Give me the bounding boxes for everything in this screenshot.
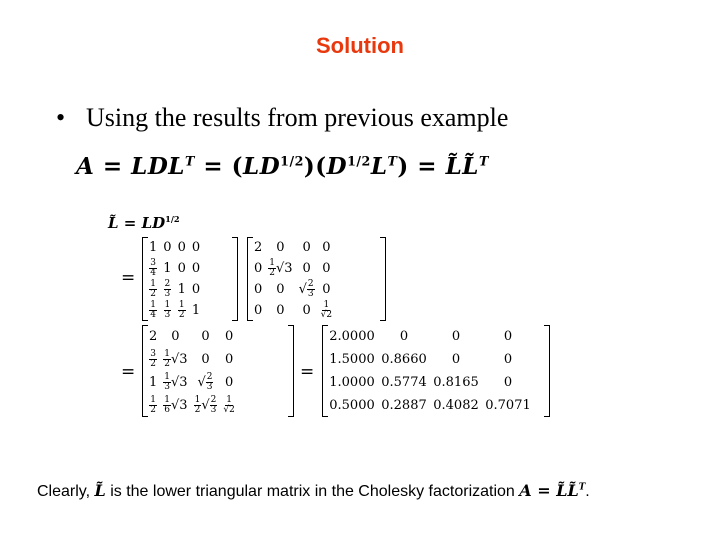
bullet-text: Using the results from previous example: [86, 103, 509, 132]
matrix-Ltilde-exact: 2 0 0 0 $\frac{3}{2}$ $\frac{1}{2}$ √3 0 0 1 $\frac{1}{3}$ √3 √ $\frac{2}{3}$ 0 $\frac{1}{2}$ $\frac{1}{6}$ √3 $\frac{1}{2}$ √ $\frac{2}{3}$ $\frac{1}{√2}$: [149, 329, 235, 415]
equals-sign: =: [300, 362, 315, 382]
bracket-right: [288, 325, 294, 417]
main-equation: $A = LDL^T = (LD^{1/2})(D^{1/2}L^T)$ = L̃L̃$^T$: [76, 153, 489, 180]
bullet-item: [56, 103, 508, 133]
matrix-Ltilde-numeric: 2.0000 0 0 0 1.5000 0.8660 0 0 1.0000 0.5774 0.8165 0 0.5000 0.2887 0.4082 0.7071: [329, 329, 531, 413]
equals-sign: =: [121, 362, 136, 382]
conclusion-text: Clearly, L̃ is the lower triangular matrix in the Cholesky factorization A = L̃L̃$^T$.: [37, 481, 590, 500]
bracket-right: [544, 325, 550, 417]
conclusion-middle: is the lower triangular matrix in the Cholesky factorization: [110, 483, 515, 500]
equals-sign: =: [121, 268, 136, 288]
slide-title: Solution: [316, 33, 404, 58]
bracket-right: [380, 237, 386, 321]
bracket-right: [232, 237, 238, 321]
ltilde-definition: L̃ = $LD^{1/2}$: [108, 214, 180, 232]
bullet-dot: •: [56, 103, 66, 132]
matrix-D-sqrt: 2 0 0 0 0 $\frac{1}{2}$ √3 0 0 0 0 √ $\frac{2}{3}$ 0 0 0 0 $\frac{1}{√2}$: [254, 240, 333, 320]
ltilde-symbol: L̃: [94, 481, 106, 500]
conclusion-prefix: Clearly,: [37, 483, 91, 500]
matrix-L: 1 0 0 0 $\frac{3}{4}$ 1 0 0 $\frac{1}{2}$ $\frac{2}{3}$ 1 0 $\frac{1}{4}$ $\frac{1}{3}$ $\frac{1}{2}$ 1: [149, 240, 201, 320]
cholesky-formula: A = L̃L̃$^T$: [519, 481, 586, 500]
